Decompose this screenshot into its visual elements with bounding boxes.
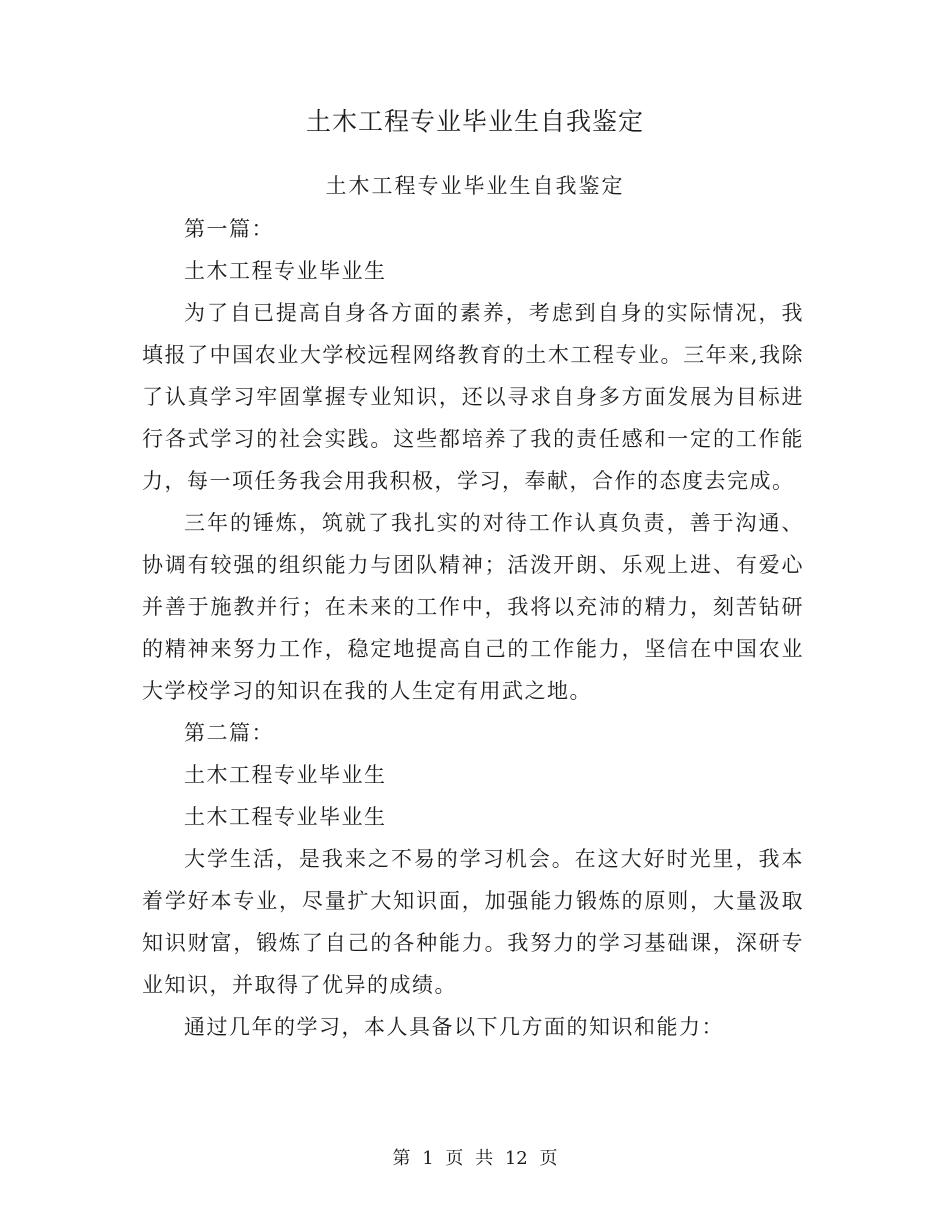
document-title: 土木工程专业毕业生自我鉴定 <box>305 107 644 136</box>
section-subheading-2b: 土木工程专业毕业生 <box>184 805 387 829</box>
document-subtitle: 土木工程专业毕业生自我鉴定 <box>325 174 625 198</box>
section-heading-1: 第一篇： <box>184 217 274 241</box>
body-paragraph: 通过几年的学习，本人具备以下几方面的知识和能力： <box>184 1015 724 1039</box>
section-heading-2: 第二篇： <box>184 721 274 745</box>
body-paragraph: 为了自已提高自身各方面的素养，考虑到自身的实际情况，我填报了中国农业大学校远程网络教育的土木工程专业。三年来,我除了认真学习牢固掌握专业知识，还以寻求自身多方面发展为目标进行各式学习的社会实践。这些都培养了我的责任感和一定的工作能力，每一项任务我会用我积极，学习，奉献，合作的态度去完成。 <box>142 301 804 493</box>
page-footer: 第 1 页 共 12 页 <box>392 1148 558 1169</box>
section-subheading-2: 土木工程专业毕业生 <box>184 763 387 787</box>
body-paragraph: 三年的锤炼，筑就了我扎实的对待工作认真负责，善于沟通、协调有较强的组织能力与团队精神；活泼开朗、乐观上进、有爱心并善于施教并行；在未来的工作中，我将以充沛的精力，刻苦钻研的精神来努力工作，稳定地提高自己的工作能力，坚信在中国农业大学校学习的知识在我的人生定有用武之地。 <box>142 511 804 703</box>
body-paragraph: 大学生活，是我来之不易的学习机会。在这大好时光里，我本着学好本专业，尽量扩大知识面，加强能力锻炼的原则，大量汲取知识财富，锻炼了自己的各种能力。我努力的学习基础课，深研专业知识，并取得了优异的成绩。 <box>142 847 804 997</box>
document-body <box>142 208 804 1048</box>
section-subheading-1: 土木工程专业毕业生 <box>184 259 387 283</box>
